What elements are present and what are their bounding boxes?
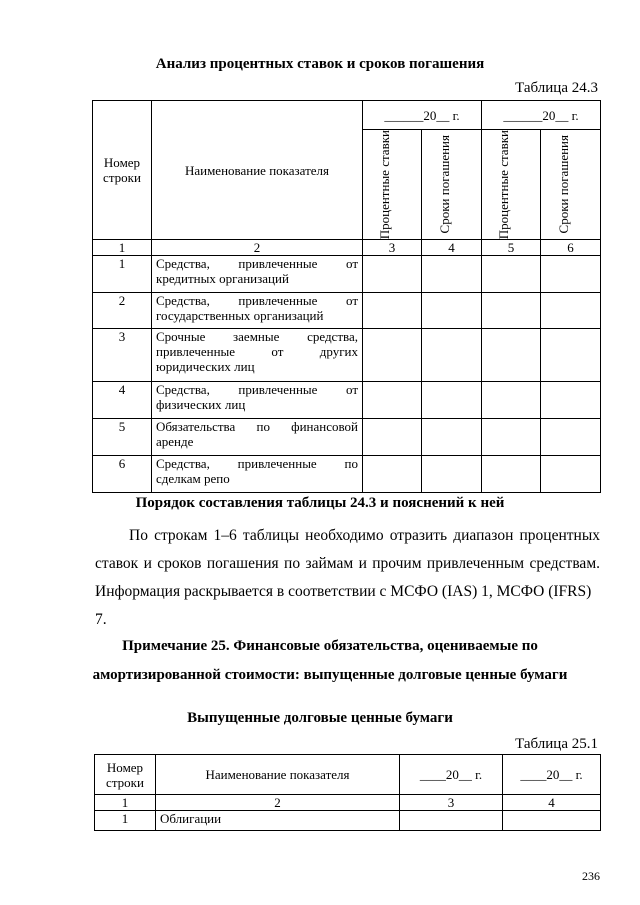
table-24-3-caption: Таблица 24.3 — [515, 80, 598, 96]
column-number: 3 — [363, 240, 422, 256]
cell — [482, 382, 541, 419]
note-25-heading: Примечание 25. Финансовые обязательства, оцениваемые по амортизированной стоимости: выпущенные долговые ценные бумаги — [92, 638, 568, 683]
header-maturity-2: Сроки погашения — [541, 130, 601, 240]
header-row-number: Номер строки — [95, 755, 156, 795]
row-number: 1 — [93, 256, 152, 293]
cell — [541, 419, 601, 456]
row-label: Обязательства по финансовой аренде — [152, 419, 363, 456]
row-label: Средства, привлеченные от кредитных организаций — [152, 256, 363, 293]
cell — [363, 256, 422, 293]
table-row — [93, 293, 601, 329]
table-24-3 — [92, 100, 601, 493]
column-number: 2 — [156, 795, 400, 811]
cell — [363, 329, 422, 382]
header-indicator-name: Наименование показателя — [152, 101, 363, 240]
table-row — [93, 419, 601, 456]
row-label: Средства, привлеченные по сделкам репо — [152, 456, 363, 493]
cell — [422, 256, 482, 293]
cell — [400, 811, 503, 831]
cell — [422, 329, 482, 382]
cell — [503, 811, 601, 831]
header-period-1: ____20__ г. — [400, 755, 503, 795]
column-number: 1 — [95, 795, 156, 811]
column-number: 4 — [503, 795, 601, 811]
table-25-1-caption: Таблица 25.1 — [515, 736, 598, 752]
cell — [482, 419, 541, 456]
header-period-2: ____20__ г. — [503, 755, 601, 795]
table-25-1 — [94, 754, 601, 831]
section-heading: Порядок составления таблицы 24.3 и пояснений к ней — [135, 495, 505, 511]
row-number: 3 — [93, 329, 152, 382]
row-label: Средства, привлеченные от государственных организаций — [152, 293, 363, 329]
cell — [422, 293, 482, 329]
row-label: Средства, привлеченные от физических лиц — [152, 382, 363, 419]
cell — [482, 329, 541, 382]
cell — [541, 329, 601, 382]
table-row — [93, 329, 601, 382]
cell — [363, 419, 422, 456]
header-row-number: Номер строки — [93, 101, 152, 240]
header-interest-rates-1: Процентные ставки — [363, 130, 422, 240]
table-row — [93, 456, 601, 493]
cell — [541, 382, 601, 419]
header-period-1: ______20__ г. — [363, 101, 482, 130]
header-interest-rates-2: Процентные ставки — [482, 130, 541, 240]
page-number: 236 — [582, 869, 600, 883]
column-number: 1 — [93, 240, 152, 256]
row-label: Облигации — [156, 811, 400, 831]
cell — [363, 293, 422, 329]
header-period-2: ______20__ г. — [482, 101, 601, 130]
table-row — [93, 382, 601, 419]
row-number: 1 — [95, 811, 156, 831]
table-25-1-title: Выпущенные долговые ценные бумаги — [187, 710, 453, 726]
column-number: 2 — [152, 240, 363, 256]
cell — [541, 293, 601, 329]
cell — [482, 256, 541, 293]
column-number: 3 — [400, 795, 503, 811]
row-number: 5 — [93, 419, 152, 456]
column-number-row — [93, 240, 601, 256]
column-number-row — [95, 795, 601, 811]
cell — [482, 456, 541, 493]
table-24-3-title: Анализ процентных ставок и сроков погашения — [155, 56, 485, 72]
table-row — [95, 811, 601, 831]
cell — [482, 293, 541, 329]
header-maturity-1: Сроки погашения — [422, 130, 482, 240]
cell — [363, 456, 422, 493]
column-number: 5 — [482, 240, 541, 256]
cell — [422, 382, 482, 419]
cell — [541, 256, 601, 293]
row-number: 6 — [93, 456, 152, 493]
row-label: Срочные заемные средства, привлеченные от других юридических лиц — [152, 329, 363, 382]
cell — [422, 456, 482, 493]
cell — [422, 419, 482, 456]
row-number: 4 — [93, 382, 152, 419]
column-number: 4 — [422, 240, 482, 256]
cell — [363, 382, 422, 419]
cell — [541, 456, 601, 493]
column-number: 6 — [541, 240, 601, 256]
table-row — [93, 256, 601, 293]
header-indicator-name: Наименование показателя — [156, 755, 400, 795]
row-number: 2 — [93, 293, 152, 329]
explanation-paragraph: По строкам 1–6 таблицы необходимо отразить диапазон процентных ставок и сроков погашения по займам и прочим привлеченным средствам. Информация раскрывается в соответствии с МСФО (IAS) 1, МСФО (IFRS) 7. — [95, 527, 600, 628]
